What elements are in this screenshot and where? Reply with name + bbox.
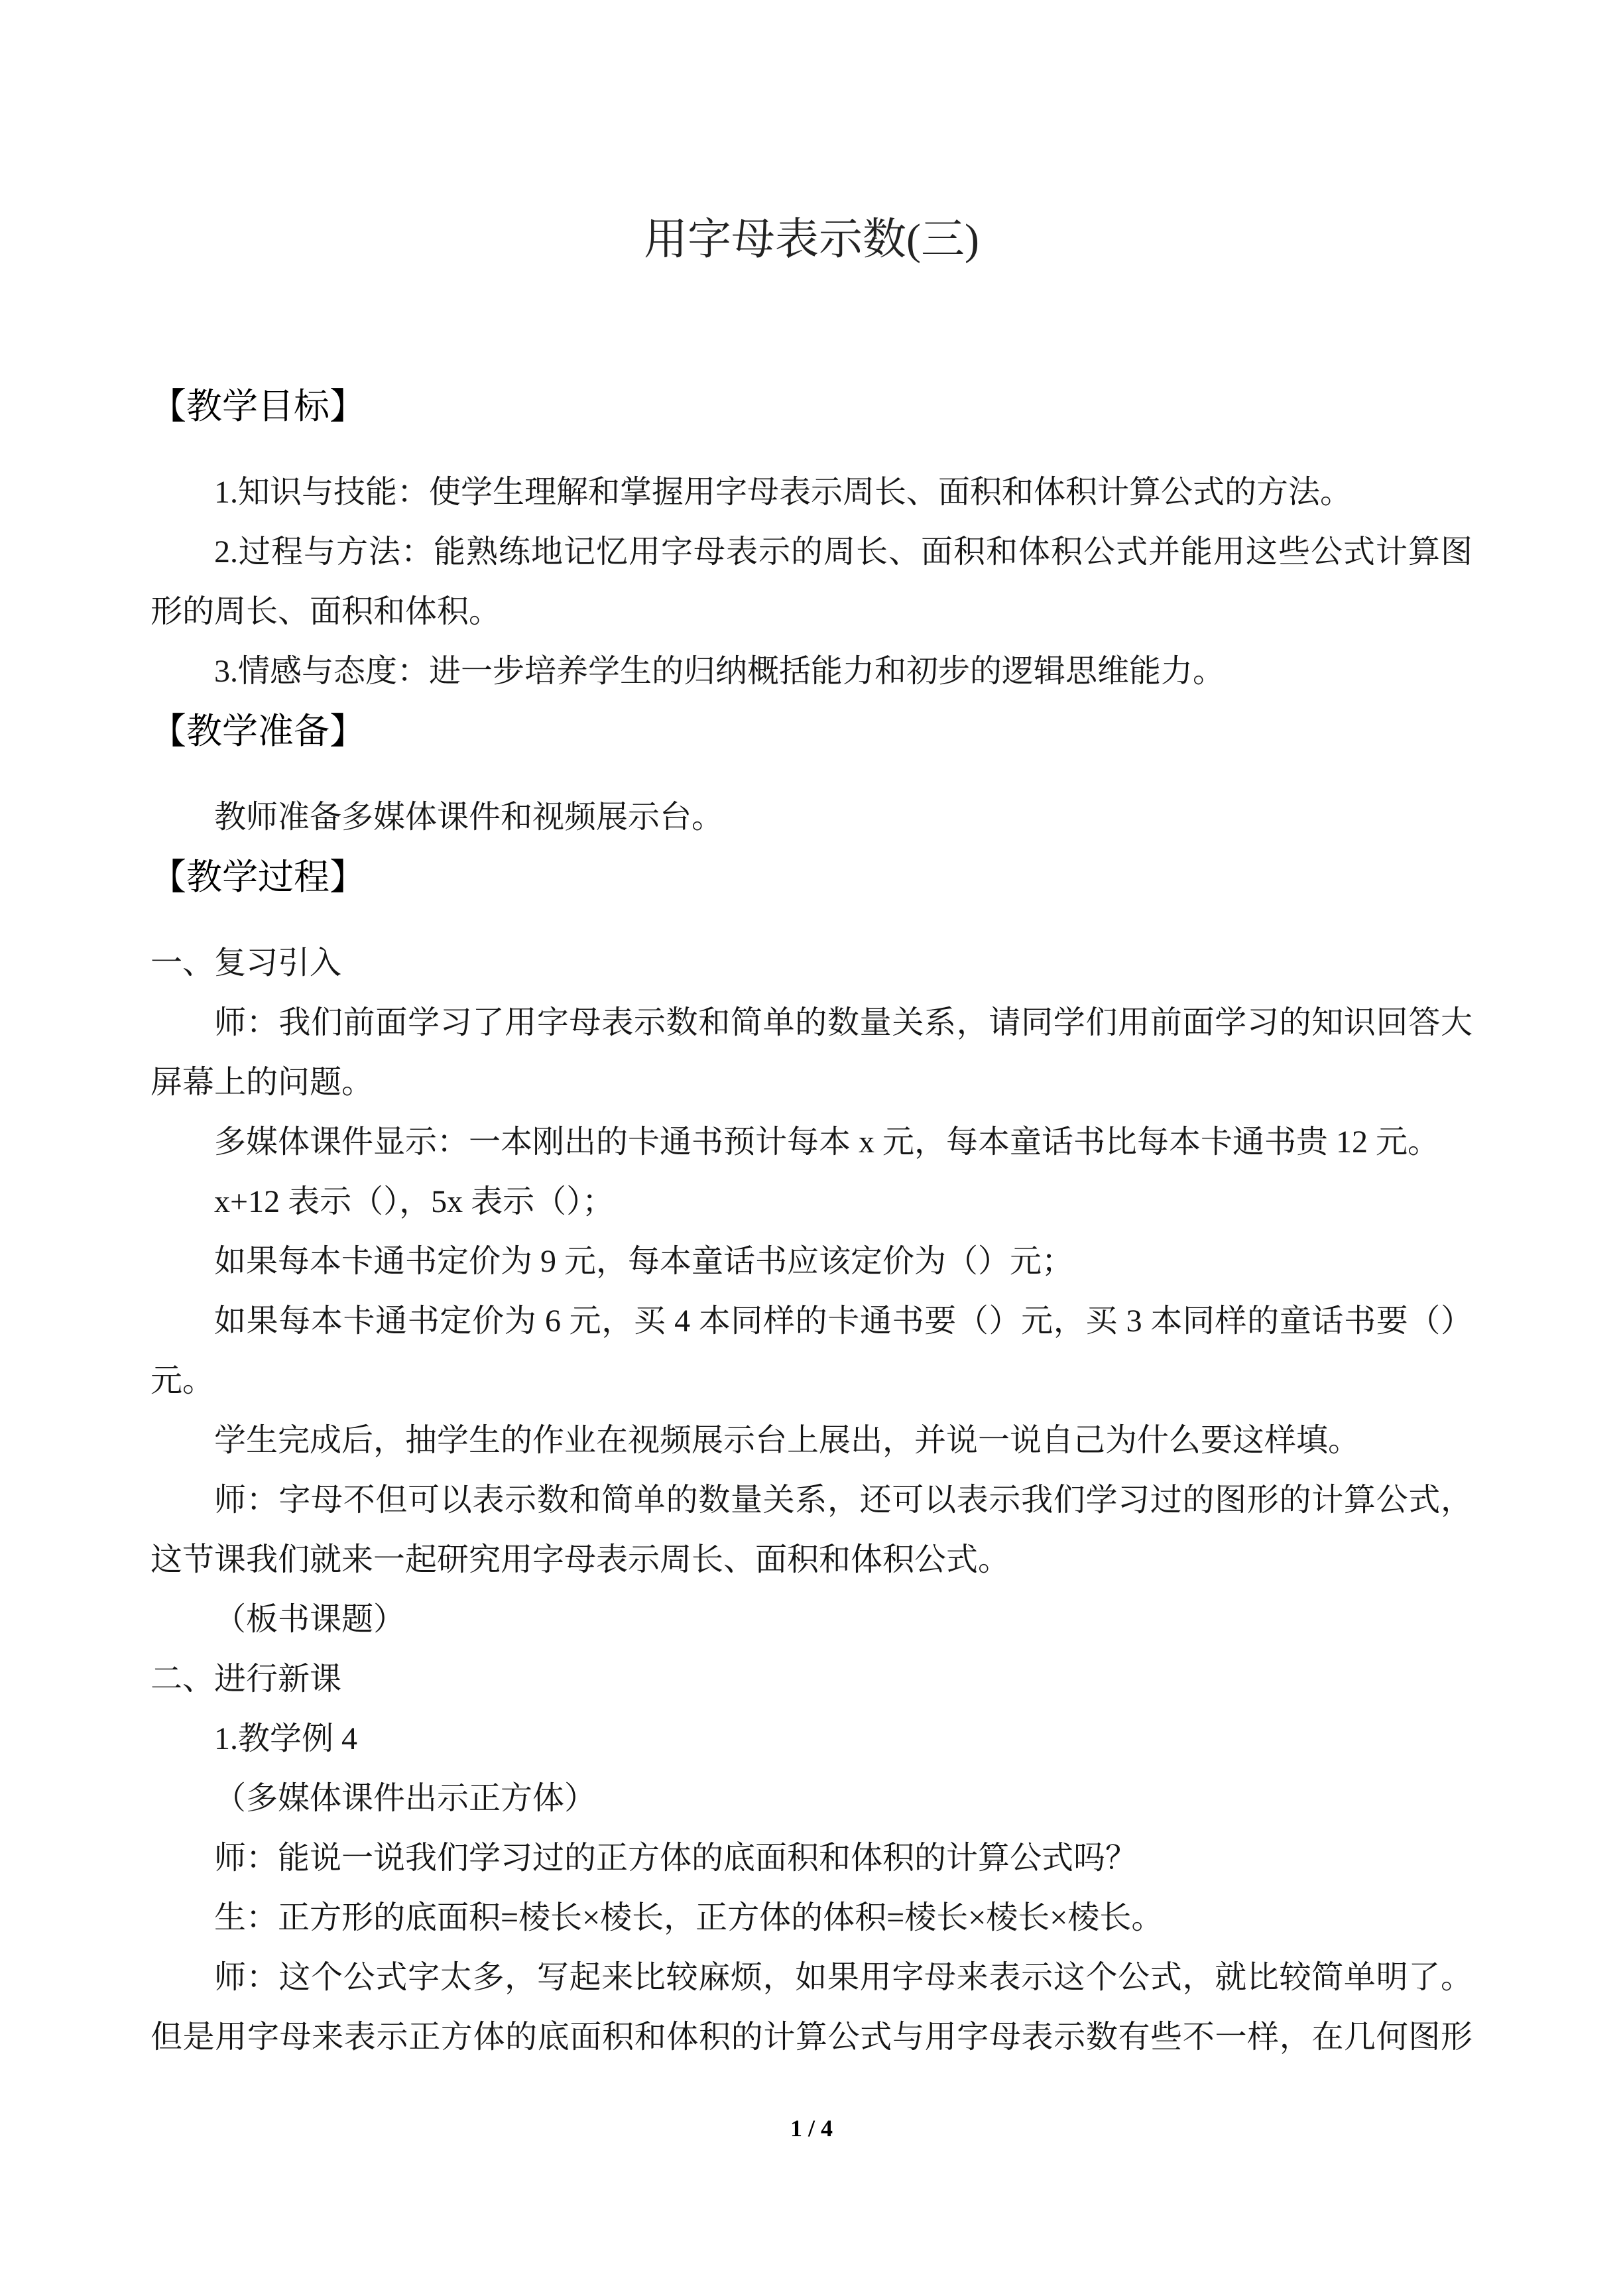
text-line: 多媒体课件显示：一本刚出的卡通书预计每本 x 元，每本童话书比每本卡通书贵 12 元。: [214, 1124, 1440, 1160]
text-line: x+12 表示（），5x 表示（）；: [214, 1184, 615, 1219]
text-line: 但是用字母来表示正方体的底面积和体积的计算公式与用字母表示数有些不一样，在几何图形: [150, 2020, 1473, 2055]
text-line: 二、进行新课: [150, 1662, 342, 1697]
text-line: 师：我们前面学习了用字母表示数和简单的数量关系，请同学们用前面学习的知识回答大: [214, 1005, 1473, 1040]
text-line: 师：这个公式字太多，写起来比较麻烦，如果用字母来表示这个公式，就比较简单明了。: [214, 1960, 1473, 1995]
text-line: 学生完成后，抽学生的作业在视频展示台上展出，并说一说自己为什么要这样填。: [214, 1423, 1360, 1458]
document-lines: [150, 377, 1473, 2067]
text-line: 师：字母不但可以表示数和简单的数量关系，还可以表示我们学习过的图形的计算公式，: [214, 1482, 1473, 1518]
text-line: （板书课题）: [214, 1602, 406, 1637]
text-line: 1.教学例 4: [214, 1721, 358, 1756]
section-heading: 【教学目标】: [150, 387, 365, 426]
text-line: 元。: [150, 1363, 215, 1398]
text-line: 师：能说一说我们学习过的正方体的底面积和体积的计算公式吗？: [214, 1841, 1138, 1876]
text-line: 2.过程与方法：能熟练地记忆用字母表示的周长、面积和体积公式并能用这些公式计算图: [214, 534, 1473, 570]
page-number: 1 / 4: [790, 2115, 833, 2142]
text-line: 这节课我们就来一起研究用字母表示周长、面积和体积公式。: [150, 1542, 1010, 1577]
text-line: 形的周长、面积和体积。: [150, 594, 501, 629]
text-line: 一、复习引入: [150, 945, 342, 981]
section-heading: 【教学过程】: [150, 857, 365, 897]
text-line: （多媒体课件出示正方体）: [214, 1781, 597, 1816]
text-line: 如果每本卡通书定价为 9 元，每本童话书应该定价为（）元；: [214, 1244, 1074, 1279]
text-line: 教师准备多媒体课件和视频展示台。: [214, 800, 724, 835]
document-title: 用字母表示数(三): [644, 215, 979, 264]
text-line: 3.情感与态度：进一步培养学生的归纳概括能力和初步的逻辑思维能力。: [214, 654, 1225, 689]
text-line: 屏幕上的问题。: [150, 1065, 374, 1100]
text-line: 1.知识与技能：使学生理解和掌握用字母表示周长、面积和体积计算公式的方法。: [214, 475, 1352, 510]
text-line: 生：正方形的底面积=棱长×棱长，正方体的体积=棱长×棱长×棱长。: [214, 1900, 1164, 1935]
text-line: 如果每本卡通书定价为 6 元，买 4 本同样的卡通书要（）元，买 3 本同样的童话书要（）: [214, 1303, 1473, 1339]
section-heading: 【教学准备】: [150, 711, 365, 751]
